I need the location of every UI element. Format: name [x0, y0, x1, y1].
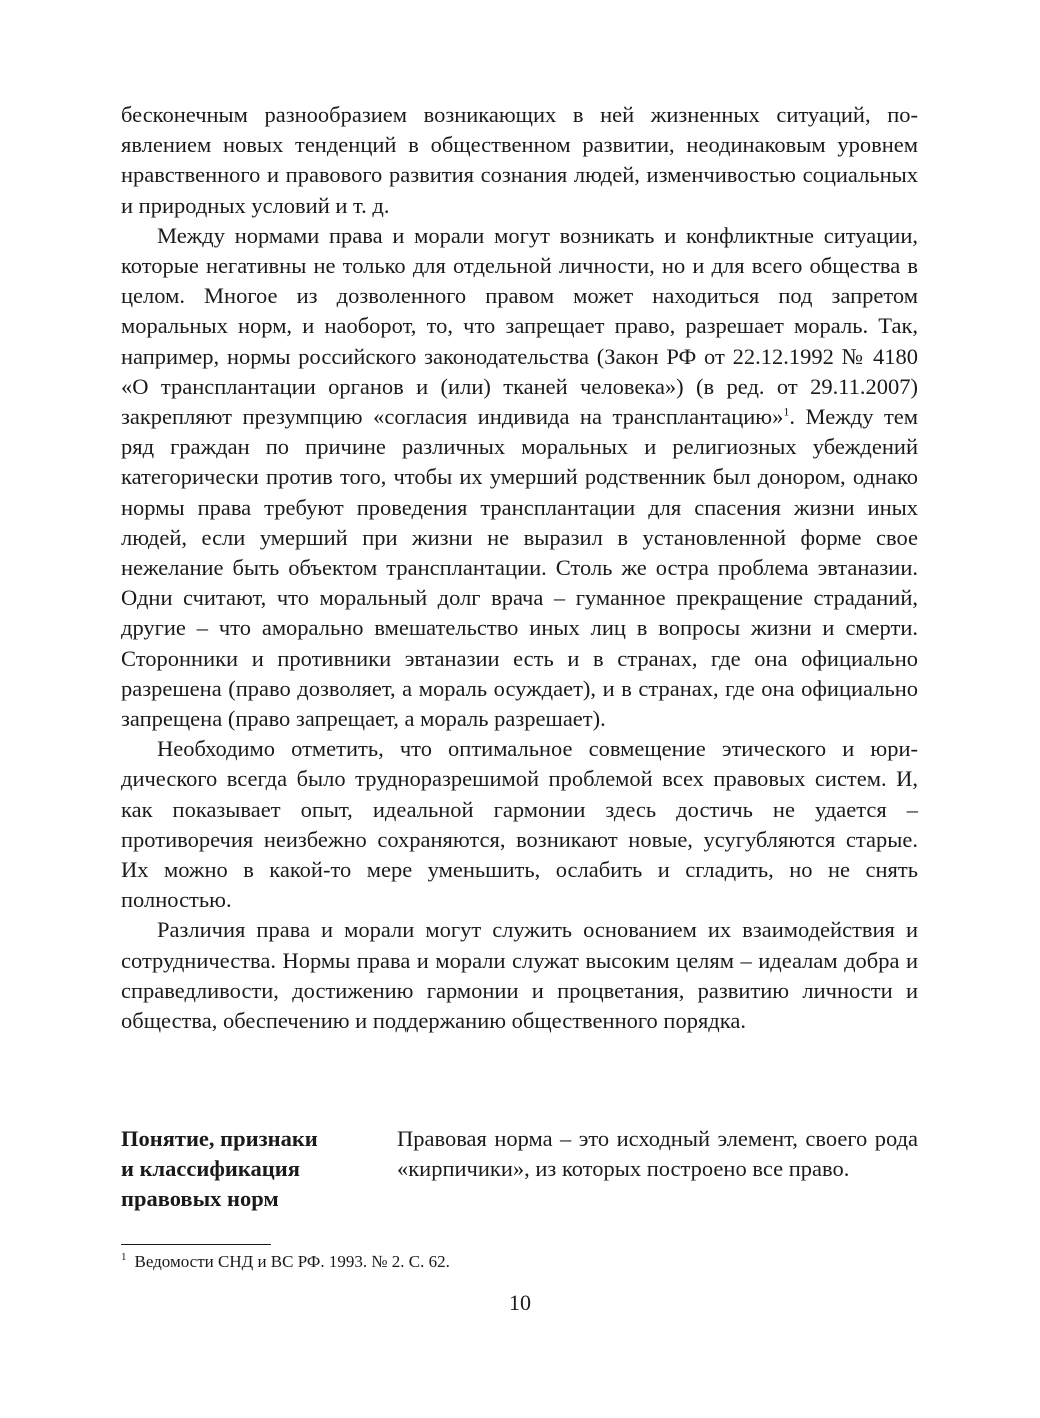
section-intro-text: Правовая норма – это исходный элемент, своего рода «кирпичики», из которых построено все право. — [397, 1126, 918, 1182]
paragraph-continuation: бесконечным разнообразием возникающих в ней жизненных ситуаций, появлением новых тенденций в общественном развитии, неодинаковым уровнем нравственного и правового развития сознания людей, изменчивостью социальных и природных условий и т. д. — [121, 102, 918, 218]
paragraph-conflicts-text-continued: . Между тем ряд граждан по причине различных моральных и религиозных убеждений категорически против того, чтобы их умерший родственник был донором, однако нормы права требуют проведения трансплантации для спасения жизни иных людей, если умерший при жизни не выразил в установленной форме свое нежелание быть объектом трансплантации. Столь же остра проблема эвтаназии. Одни считают, что моральный долг врача – гуманное прекращение страданий, другие – что аморально вмешательство иных лиц в вопросы жизни и смерти. Сторонники и противники эвтаназии есть и в странах, где она официально разрешена (право дозволяет, а мораль осуждает), и в странах, где она официально запрещена (право запрещает, а мораль разрешает). — [121, 404, 918, 732]
paragraph-differences: Различия права и морали могут служить основанием их взаимодействия и сотрудничества. Нормы права и морали служат высоким целям – идеалам добра и справедливости, достижению гармонии и процветания, развитию личности и общества, обеспечению и поддержанию общественного порядка. — [121, 917, 918, 1034]
paragraph-conflicts — [121, 221, 918, 734]
section-heading: Понятие, признаки и классификация правовых норм — [121, 1126, 318, 1212]
paragraph-combination: Необходимо отметить, что оптимальное совмещение этического и юридического всегда было трудноразрешимой проблемой всех правовых систем. И, как показывает опыт, идеальной гармонии здесь достичь не удается – противоречия неизбежно сохраняются, возникают новые, усугубляются старые. Их можно в какой-то мере уменьшить, ослабить и сгладить, но не снять полностью. — [121, 736, 918, 913]
footnote-divider — [121, 1244, 271, 1245]
footnote — [121, 1250, 918, 1274]
section-legal-norms — [121, 1124, 918, 1215]
paragraph-conflicts-text: Между нормами права и морали могут возникать и конфликтные ситуации, которые негативны не только для отдельной личности, но и для всего общества в целом. Многое из дозволенного правом может находиться под запретом моральных норм, и наоборот, то, что запрещает право, разрешает мораль. Так, например, нормы российского законодательства (Закон РФ от 22.12.1992 № 4180 «О трансплантации органов и (или) тканей человека») (в ред. от 29.11.2007) закрепляют презумпцию «согласия индивида на трансплантацию» — [121, 222, 918, 430]
footnote-reference[interactable]: 1 — [783, 404, 790, 419]
footnote-text: Ведомости СНД и ВС РФ. 1993. № 2. С. 62. — [134, 1252, 450, 1271]
footnote-mark: 1 — [121, 1251, 127, 1264]
page-number: 10 — [509, 1290, 531, 1315]
body-text — [121, 100, 918, 1036]
